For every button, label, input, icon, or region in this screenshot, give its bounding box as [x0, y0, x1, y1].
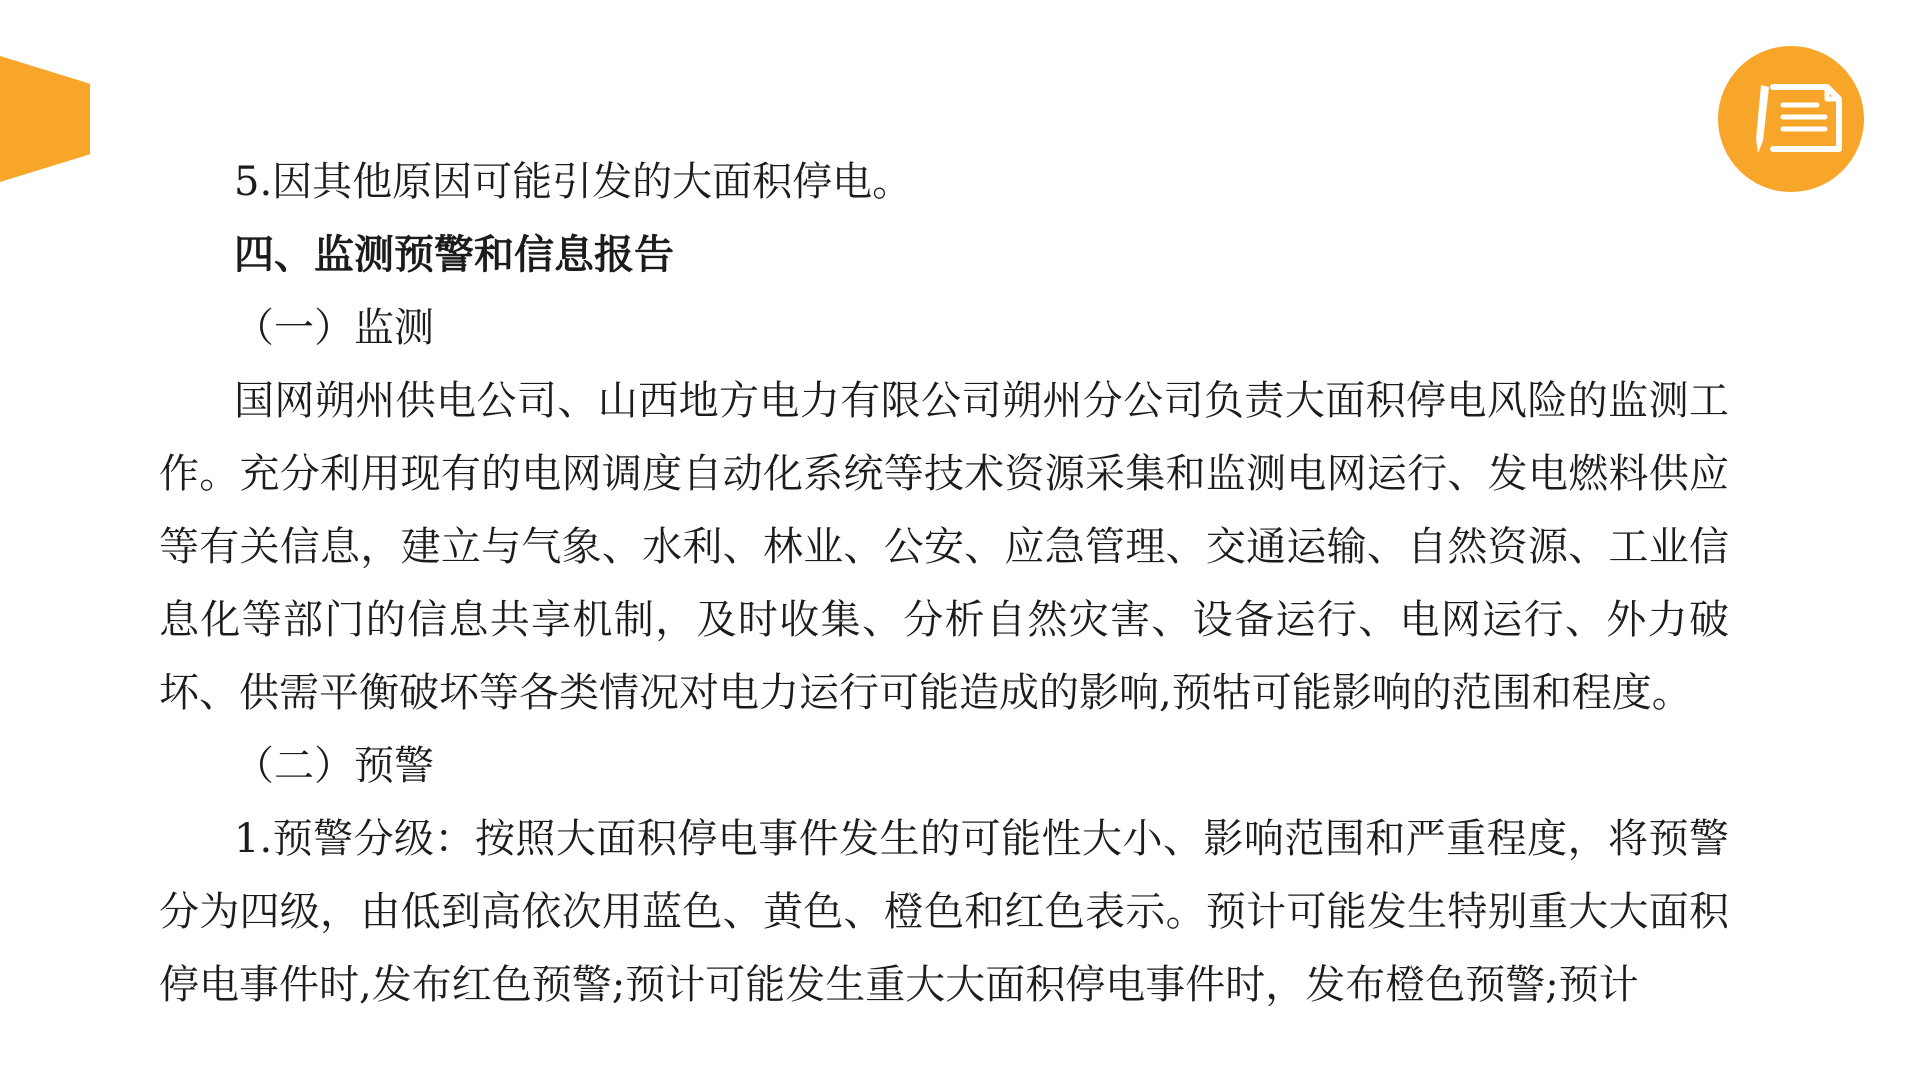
subsection-heading-warning: （二）预警	[234, 743, 434, 789]
section-heading-monitoring-warning: 四、监测预警和信息报告	[234, 232, 674, 278]
subsection-heading-monitoring: （一）监测	[234, 305, 434, 351]
document-body	[159, 146, 1729, 1022]
accent-tab	[0, 56, 90, 182]
warning-levels-paragraph: 1.预警分级：按照大面积停电事件发生的可能性大小、影响范围和严重程度，将预警分为四级，由低到高依次用蓝色、黄色、橙色和红色表示。预计可能发生特别重大大面积停电事件时,发布红色预警;预计可能发生重大大面积停电事件时，发布橙色预警;预计	[159, 816, 1729, 1008]
document-pen-icon	[1739, 79, 1843, 159]
list-item-5: 5.因其他原因可能引发的大面积停电。	[234, 159, 913, 205]
document-badge	[1718, 46, 1864, 192]
monitoring-paragraph: 国网朔州供电公司、山西地方电力有限公司朔州分公司负责大面积停电风险的监测工作。充分利用现有的电网调度自动化系统等技术资源采集和监测电网运行、发电燃料供应等有关信息，建立与气象、水利、林业、公安、应急管理、交通运输、自然资源、工业信息化等部门的信息共享机制，及时收集、分析自然灾害、设备运行、电网运行、外力破坏、供需平衡破坏等各类情况对电力运行可能造成的影响,预牯可能影响的范围和程度。	[159, 378, 1729, 716]
